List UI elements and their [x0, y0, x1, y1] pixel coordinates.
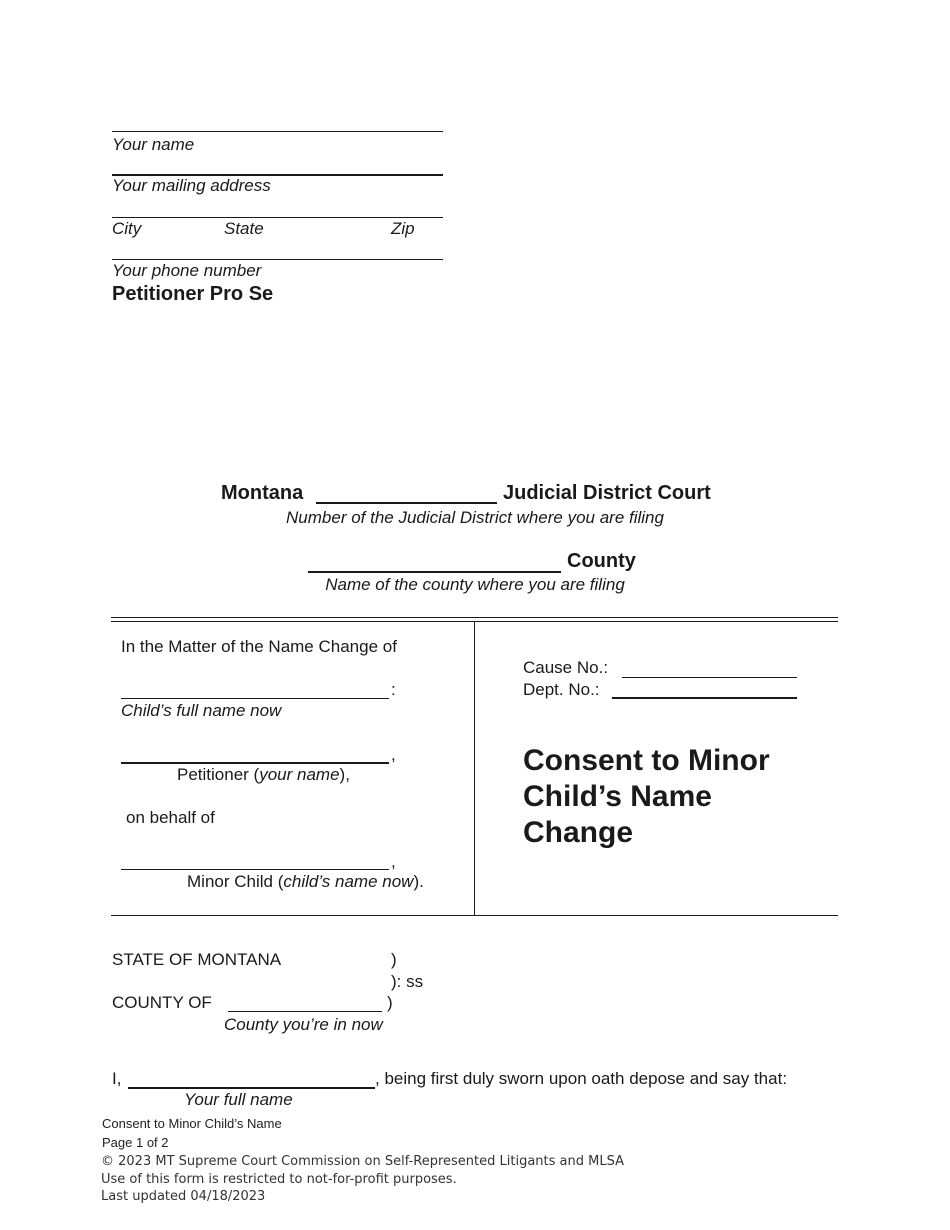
minor-label-italic: child’s name now — [283, 872, 414, 891]
district-hint: Number of the Judicial District where you are filing — [286, 508, 664, 527]
full-name-label: Your full name — [184, 1090, 293, 1109]
minor-label-pre: Minor Child ( — [187, 872, 284, 891]
name-line[interactable] — [112, 131, 443, 132]
petitioner-label-pre: Petitioner ( — [177, 765, 260, 784]
footer-updated: Last updated 04/18/2023 — [101, 1189, 266, 1204]
dept-no-line[interactable] — [612, 697, 797, 699]
montana-label: Montana — [221, 482, 304, 504]
child-name-line[interactable] — [121, 698, 389, 699]
title-line-3: Change — [523, 816, 634, 849]
on-behalf-of: on behalf of — [126, 808, 215, 827]
minor-name-line[interactable] — [121, 869, 389, 870]
minor-comma: , — [391, 852, 396, 871]
minor-label-post: ). — [413, 872, 424, 891]
venue-paren-1: ) — [391, 950, 397, 969]
county-of-label: COUNTY OF — [112, 993, 212, 1012]
oath-i: I, — [112, 1069, 122, 1088]
petitioner-comma: , — [391, 745, 396, 764]
zip-label: Zip — [391, 219, 415, 238]
matter-text: In the Matter of the Name Change of — [121, 637, 397, 656]
phone-line[interactable] — [112, 259, 443, 260]
footer-copyright: © 2023 MT Supreme Court Commission on Self-Represented Litigants and MLSA — [101, 1154, 624, 1169]
child-name-label: Child’s full name now — [121, 701, 282, 720]
petitioner-label-post: ), — [339, 765, 350, 784]
venue-county-hint: County you’re in now — [224, 1015, 383, 1034]
venue-ss: ): ss — [391, 972, 424, 991]
footer-restriction: Use of this form is restricted to not-for-profit purposes. — [101, 1172, 457, 1187]
footer-page: Page 1 of 2 — [102, 1135, 169, 1150]
petitioner-name-line[interactable] — [121, 762, 389, 764]
county-line[interactable] — [308, 571, 561, 573]
footer-form-name: Consent to Minor Child’s Name — [102, 1116, 282, 1131]
county-hint: Name of the county where you are filing — [325, 575, 625, 594]
state-of-montana: STATE OF MONTANA — [112, 950, 282, 969]
district-number-line[interactable] — [316, 502, 497, 504]
dept-no-label: Dept. No.: — [523, 680, 600, 699]
cause-no-line[interactable] — [622, 677, 797, 678]
full-name-line[interactable] — [128, 1087, 375, 1089]
city-label: City — [112, 219, 142, 238]
venue-paren-2: ) — [387, 993, 393, 1012]
court-name: Judicial District Court — [503, 482, 711, 504]
caption-divider — [474, 621, 475, 916]
petitioner-label — [177, 765, 350, 785]
state-label: State — [224, 219, 264, 238]
title-line-1: Consent to Minor — [523, 744, 770, 777]
oath-text: , being first duly sworn upon oath depose and say that: — [375, 1069, 788, 1088]
title-line-2: Child’s Name — [523, 780, 712, 813]
your-name-label: Your name — [112, 135, 195, 154]
phone-label: Your phone number — [112, 261, 262, 280]
venue-county-line[interactable] — [228, 1011, 382, 1012]
mailing-address-label: Your mailing address — [112, 176, 271, 195]
cause-no-label: Cause No.: — [523, 658, 609, 677]
document-title — [523, 743, 770, 851]
city-state-zip-line[interactable] — [112, 217, 443, 218]
caption-top-rule-1 — [111, 617, 838, 618]
child-name-colon: : — [391, 680, 396, 699]
caption-bottom-rule — [111, 915, 838, 916]
petitioner-label-italic: your name — [259, 765, 340, 784]
county-label: County — [567, 550, 636, 572]
petitioner-pro-se: Petitioner Pro Se — [112, 283, 274, 305]
minor-child-label — [187, 872, 424, 892]
